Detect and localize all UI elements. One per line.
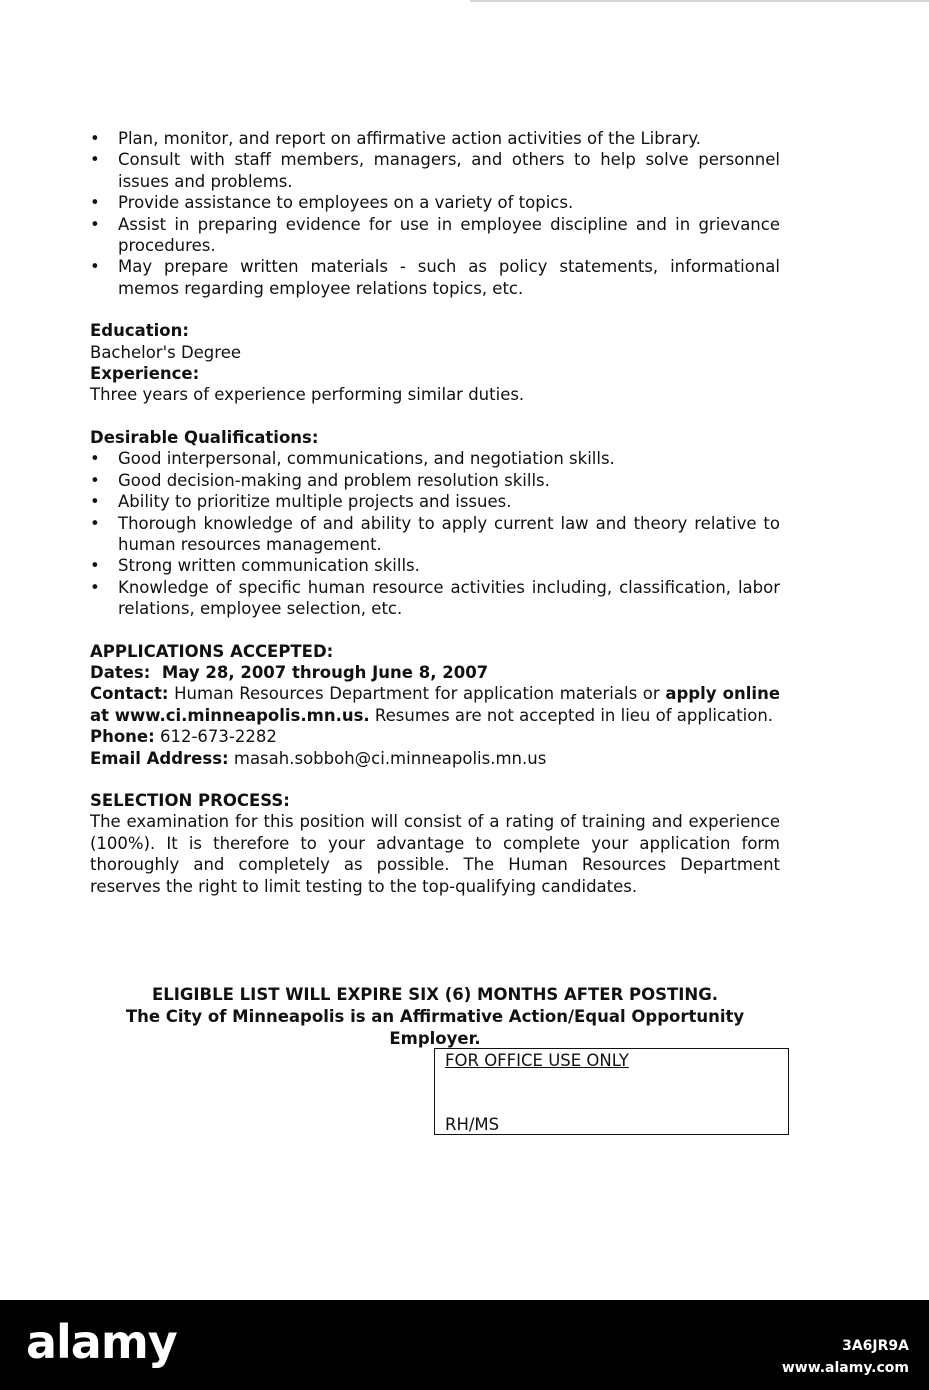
office-box-title: FOR OFFICE USE ONLY: [445, 1051, 629, 1070]
notice-employer: The City of Minneapolis is an Affirmative Action/Equal Opportunity Employer.: [125, 1007, 745, 1048]
notice-expiry: ELIGIBLE LIST WILL EXPIRE SIX (6) MONTHS AFTER POSTING.: [151, 985, 719, 1004]
qualifications-list: [90, 448, 780, 619]
experience-heading: Experience:: [90, 364, 200, 384]
contact-tail: Resumes are not accepted in lieu of application.: [374, 705, 774, 725]
alamy-logo: alamy: [26, 1315, 177, 1369]
contact-label: Contact:: [90, 684, 169, 704]
list-item: • Good decision-making and problem resolution skills.: [90, 470, 780, 491]
experience-value: Three years of experience performing similar duties.: [90, 385, 525, 405]
apply-online-link[interactable]: apply online at www.ci.minneapolis.mn.us.: [90, 684, 781, 725]
selection-text: The examination for this position will consist of a rating of training and experience (100%). It is therefore to your advantage to complete your application form thoroughly and completely as possible. The Human Resources Department reserves the right to limit testing to the top-qualifying candidates.: [90, 812, 780, 896]
list-item: • Strong written communication skills.: [90, 555, 780, 576]
top-divider: [470, 0, 929, 2]
applications-heading: APPLICATIONS ACCEPTED:: [90, 641, 334, 661]
list-item: • May prepare written materials - such as policy statements, informational memos regarding employee relations topics, etc.: [90, 256, 780, 299]
dates-label: Dates:: [90, 662, 151, 682]
application-phone: [90, 726, 780, 747]
list-item: • Assist in preparing evidence for use in employee discipline and in grievance procedures.: [90, 214, 780, 257]
duties-list: [90, 128, 780, 299]
qualifications-heading: Desirable Qualifications:: [90, 427, 319, 447]
phone-value: 612-673-2282: [159, 727, 277, 747]
image-id: 3A6JR9A: [842, 1338, 909, 1354]
dates-value: May 28, 2007 through June 8, 2007: [161, 662, 489, 682]
site-url: www.alamy.com: [781, 1360, 909, 1376]
selection-heading: SELECTION PROCESS:: [90, 790, 290, 810]
application-dates: [90, 662, 780, 683]
notice: [90, 984, 780, 1050]
office-use-box: [434, 1048, 789, 1135]
list-item: • Knowledge of specific human resource activities including, classification, labor relations, employee selection, etc.: [90, 577, 780, 620]
email-value: masah.sobboh@ci.minneapolis.mn.us: [233, 748, 547, 768]
office-box-initials: RH/MS: [445, 1115, 500, 1134]
email-label: Email Address:: [90, 748, 229, 768]
watermark-footer: [0, 1300, 929, 1390]
list-item: • Good interpersonal, communications, and negotiation skills.: [90, 448, 780, 469]
list-item: • Plan, monitor, and report on affirmative action activities of the Library.: [90, 128, 780, 149]
education-heading: Education:: [90, 321, 189, 341]
contact-text: Human Resources Department for application materials or: [174, 684, 660, 704]
education-value: Bachelor's Degree: [90, 342, 242, 362]
application-email: [90, 748, 780, 769]
phone-label: Phone:: [90, 727, 155, 747]
application-contact: [90, 683, 780, 726]
list-item: • Provide assistance to employees on a variety of topics.: [90, 192, 780, 213]
list-item: • Thorough knowledge of and ability to apply current law and theory relative to human resources management.: [90, 513, 780, 556]
list-item: • Consult with staff members, managers, and others to help solve personnel issues and problems.: [90, 149, 780, 192]
list-item: • Ability to prioritize multiple projects and issues.: [90, 491, 780, 512]
document-body: [90, 128, 780, 897]
